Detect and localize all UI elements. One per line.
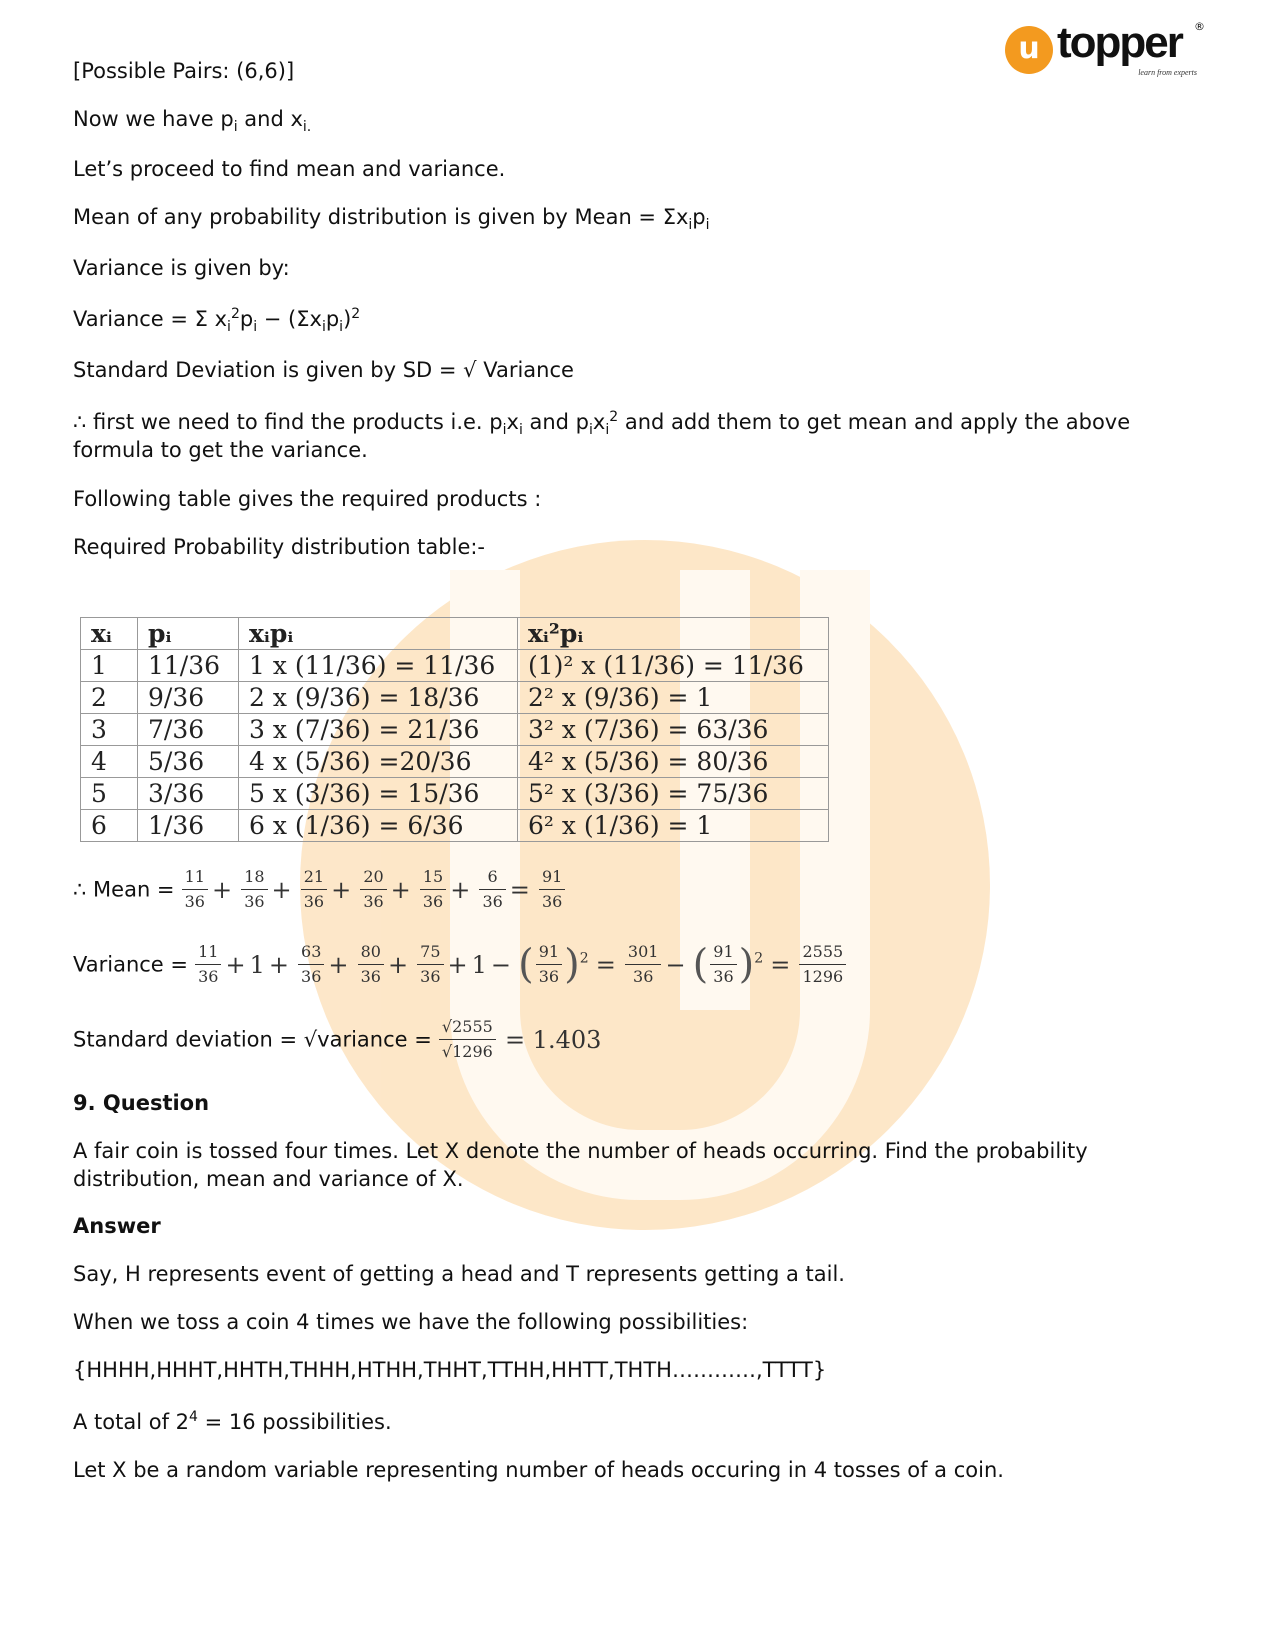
cell: 1 (81, 650, 138, 682)
cell: 3/36 (138, 778, 239, 810)
table-row (81, 682, 829, 714)
question-heading: 9. Question (73, 1091, 210, 1115)
cell: 2 (81, 682, 138, 714)
random-variable-line: Let X be a random variable representing number of heads occuring in 4 tosses of a coin. (73, 1458, 1004, 1482)
answer-when: When we toss a coin 4 times we have the following possibilities: (73, 1310, 749, 1334)
mean-equation: ∴ Mean = $\frac{11}{36}$ + $\frac{18}{36}$ + $\frac{21}{36}$ + $\frac{20}{36}$ + $\frac{15}{36}$ + $\frac{6}{36}$ = $\frac{91}{36}$ (73, 865, 567, 914)
cell: 7/36 (138, 714, 239, 746)
logo-wordmark: topper (1057, 18, 1182, 67)
possibilities-set: {HHHH,HHHT,HHTH,THHH,HTHH,THHT,TTHH,HHTT,THTH…………,TTTT} (73, 1358, 827, 1382)
probability-distribution-table (80, 617, 829, 842)
sd-equation: Standard deviation = √variance = $\frac{√2555}{√1296}$ = 1.403 (73, 1017, 602, 1061)
cell: 3² x (7/36) = 63/36 (518, 714, 829, 746)
variance-equation: Variance = $\frac{11}{36}$ + 1 + $\frac{63}{36}$ + $\frac{80}{36}$ + $\frac{75}{36}$ + 1 − ( $\frac{91}{36}$ )$^2$ = $\frac{301}{36}$ − ( $\frac{91}{36}$ )$^2$ = $\frac{2555}{1296}$ (73, 940, 848, 989)
possible-pairs: [Possible Pairs: (6,6)] (73, 59, 295, 83)
cell: 3 (81, 714, 138, 746)
table-row (81, 746, 829, 778)
cell: 4 x (5/36) =20/36 (239, 746, 518, 778)
cell: 3 x (7/36) = 21/36 (239, 714, 518, 746)
table-row (81, 714, 829, 746)
cell: 6 (81, 810, 138, 842)
header-pi: pᵢ (138, 618, 239, 650)
table-header-row (81, 618, 829, 650)
cell: 1/36 (138, 810, 239, 842)
table-row (81, 778, 829, 810)
variance-formula: Variance = Σ $x_i^2p_i - (\Sigma x_ip_i)^2$ (73, 306, 361, 336)
cell: 2² x (9/36) = 1 (518, 682, 829, 714)
cell: 5/36 (138, 746, 239, 778)
cell: (1)² x (11/36) = 11/36 (518, 650, 829, 682)
cell: 5 (81, 778, 138, 810)
cell: 4² x (5/36) = 80/36 (518, 746, 829, 778)
total-possibilities: A total of $2^4 = 16$ possibilities. (73, 1409, 392, 1434)
cell: 11/36 (138, 650, 239, 682)
proceed-line: Let’s proceed to find mean and variance. (73, 157, 506, 181)
mean-definition: Mean of any probability distribution is given by Mean = $\Sigma x_ip_i$ (73, 205, 710, 234)
cell: 4 (81, 746, 138, 778)
sd-formula: Standard Deviation is given by SD = √ Variance (73, 358, 574, 382)
logo-u-icon: u (1005, 26, 1053, 74)
cell: 2 x (9/36) = 18/36 (239, 682, 518, 714)
following-line: Following table gives the required products : (73, 487, 542, 511)
required-line: Required Probability distribution table:- (73, 535, 486, 559)
header-xi: xᵢ (81, 618, 138, 650)
cell: 6 x (1/36) = 6/36 (239, 810, 518, 842)
cell: 5 x (3/36) = 15/36 (239, 778, 518, 810)
cell: 6² x (1/36) = 1 (518, 810, 829, 842)
header-xipi: xᵢpᵢ (239, 618, 518, 650)
question-text: A fair coin is tossed four times. Let X denote the number of heads occurring. Find the probability distribution, mean and variance of X. (73, 1139, 1088, 1191)
now-we-have: Now we have $p_i$ and $x_{i.}$ (73, 107, 312, 136)
cell: 5² x (3/36) = 75/36 (518, 778, 829, 810)
table-row (81, 650, 829, 682)
answer-heading: Answer (73, 1214, 161, 1238)
registered-mark: ® (1194, 20, 1205, 33)
variance-intro: Variance is given by: (73, 256, 290, 280)
therefore-line: ∴ first we need to find the products i.e. $p_ix_i$ and $p_ix_i^2$ and add them to get mean and apply the above formula to get the variance. (73, 409, 1131, 462)
table-row (81, 810, 829, 842)
cell: 1 x (11/36) = 11/36 (239, 650, 518, 682)
answer-say: Say, H represents event of getting a head and T represents getting a tail. (73, 1262, 845, 1286)
logo-tagline: learn from experts (1138, 68, 1197, 77)
cell: 9/36 (138, 682, 239, 714)
header-xi2pi: xᵢ²pᵢ (518, 618, 829, 650)
